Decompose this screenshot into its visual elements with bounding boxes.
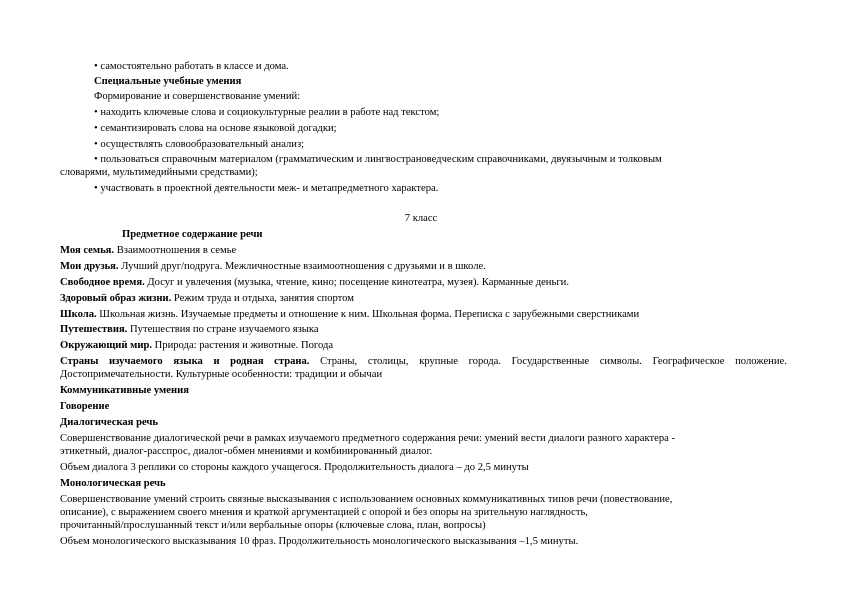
countries-title-word: изучаемого <box>109 356 163 367</box>
formation-intro: Формирование и совершенствование умений: <box>94 91 301 102</box>
speaking-heading: Говорение <box>60 401 110 412</box>
topic-title: Школа. <box>60 309 97 320</box>
topic-title: Путешествия. <box>60 324 128 335</box>
countries-text-word: символы. <box>599 356 642 367</box>
dialogic-line: Совершенствование диалогической речи в рамках изучаемого предметного содержания речи: умений вести диалоги разного характера - <box>60 433 676 444</box>
topic-text: Школьная жизнь. Изучаемые предметы и отношение к ним. Школьная форма. Переписка с зарубежными сверстниками <box>96 309 640 320</box>
topic-text: Режим труда и отдыха, занятия спортом <box>171 293 354 304</box>
countries-title-word: Страны <box>60 356 99 367</box>
topic-row <box>60 292 354 305</box>
countries-title-word: языка <box>173 356 203 367</box>
topic-title: Свободное время. <box>60 277 145 288</box>
bullet-project: • участвовать в проектной деятельности меж- и метапредметного характера. <box>94 183 439 194</box>
countries-text-word: крупные <box>419 356 458 367</box>
bullet-self-work: • самостоятельно работать в классе и дома. <box>94 61 289 72</box>
topic-row <box>60 244 236 257</box>
countries-text-word: Страны, <box>320 356 358 367</box>
monologic-line: Объем монологического высказывания 10 фраз. Продолжительность монологического высказывания –1,5 минуты. <box>60 536 579 547</box>
topic-row <box>60 276 569 289</box>
topic-text: Лучший друг/подруга. Межличностные взаимоотношения с друзьями и в школе. <box>118 261 486 272</box>
countries-text-word: города. <box>468 356 502 367</box>
bullet-semantize: • семантизировать слова на основе языковой догадки; <box>94 123 337 134</box>
topic-text: Досуг и увлечения (музыка, чтение, кино; посещение кинотеатра, музея). Карманные деньги. <box>144 277 569 288</box>
countries-text-word: Географическое <box>652 356 725 367</box>
grade-heading: 7 класс <box>404 213 438 224</box>
countries-title-word: и <box>213 356 220 367</box>
bullet-word-formation: • осуществлять словообразовательный анализ; <box>94 139 305 150</box>
topic-row <box>60 339 333 352</box>
topic-row <box>60 323 319 336</box>
countries-paragraph-line1 <box>60 355 787 368</box>
topic-text: Путешествия по стране изучаемого языка <box>127 324 319 335</box>
countries-text-word: Государственные <box>511 356 590 367</box>
topic-row <box>60 308 639 321</box>
content-heading: Предметное содержание речи <box>122 229 263 240</box>
topic-title: Окружающий мир. <box>60 340 152 351</box>
countries-text-word: положение. <box>735 356 787 367</box>
special-skills-heading: Специальные учебные умения <box>94 76 242 87</box>
bullet-reference: • пользоваться справочным материалом (грамматическим и лингвострановедческим справочниками, двуязычным и толковым <box>94 154 662 165</box>
monologic-line: Совершенствование умений строить связные высказывания с использованием основных коммуникативных типов речи (повествование, <box>60 494 673 505</box>
topic-text: Взаимоотношения в семье <box>114 245 237 256</box>
topic-text: Природа: растения и животные. Погода <box>152 340 334 351</box>
countries-title-word: родная <box>230 356 264 367</box>
monologic-line: описание), с выражением своего мнения и краткой аргументацией с опорой и без опоры на зрительную наглядность, <box>60 507 588 518</box>
countries-paragraph-line2: Достопримечательности. Культурные особенности: традиции и обычаи <box>60 369 383 380</box>
dialogic-line: этикетный, диалог-расспрос, диалог-обмен мнениями и комбинированный диалог. <box>60 446 433 457</box>
topic-title: Мои друзья. <box>60 261 119 272</box>
bullet-keywords: • находить ключевые слова и социокультурные реалии в работе над текстом; <box>94 107 440 118</box>
topic-title: Здоровый образ жизни. <box>60 293 172 304</box>
monologic-line: прочитанный/прослушанный текст и/или вербальные опоры (ключевые слова, план, вопросы) <box>60 520 486 531</box>
monologic-heading: Монологическая речь <box>60 478 166 489</box>
topic-row <box>60 260 486 273</box>
topic-title: Моя семья. <box>60 245 115 256</box>
bullet-reference-cont: словарями, мультимедийными средствами); <box>60 167 258 178</box>
dialogic-line: Объем диалога 3 реплики со стороны каждого учащегося. Продолжительность диалога – до 2,5 минуты <box>60 462 529 473</box>
communicative-heading: Коммуникативные умения <box>60 385 189 396</box>
dialogic-heading: Диалогическая речь <box>60 417 158 428</box>
countries-title-word: страна. <box>274 356 310 367</box>
countries-text-word: столицы, <box>367 356 409 367</box>
